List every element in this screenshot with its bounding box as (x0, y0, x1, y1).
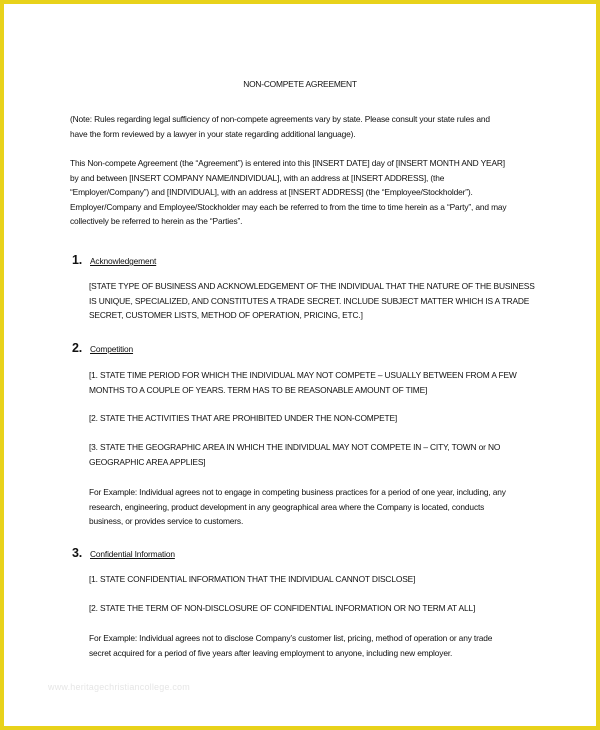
intro-paragraph (70, 156, 540, 229)
section-heading-acknowledgement (72, 253, 156, 269)
section-paragraph (89, 440, 544, 469)
section-title: Competition (90, 344, 134, 354)
paragraph-line: [3. STATE THE GEOGRAPHIC AREA IN WHICH THE INDIVIDUAL MAY NOT COMPETE IN – CITY, TOWN or NO (89, 442, 501, 452)
section-title: Confidential Information (90, 549, 175, 559)
paragraph-line: For Example: Individual agrees not to disclose Company’s customer list, pricing, method of operation or any trade (89, 633, 493, 643)
paragraph-line: SECRET, CUSTOMER LISTS, METHOD OF OPERATION, PRICING, ETC.] (89, 310, 363, 320)
section-paragraph (89, 279, 544, 323)
note-line: (Note: Rules regarding legal sufficiency of non-compete agreements vary by state. Please consult your state rules and (70, 114, 490, 124)
section-paragraph (89, 572, 544, 587)
paragraph-line: secret acquired for a period of five years after leaving employment to anyone, including new employer. (89, 647, 453, 658)
section-paragraph (89, 485, 544, 529)
paragraph-line: [2. STATE THE ACTIVITIES THAT ARE PROHIBITED UNDER THE NON-COMPETE] (89, 413, 398, 423)
section-paragraph (89, 411, 544, 426)
section-title: Acknowledgement (90, 256, 157, 266)
intro-line: collectively be referred to herein as the “Parties”. (70, 216, 243, 226)
section-heading-confidential-information (72, 546, 175, 562)
paragraph-line: MONTHS TO A COUPLE OF YEARS. TERM HAS TO BE REASONABLE AMOUNT OF TIME] (89, 384, 428, 395)
section-number: 1. (72, 253, 83, 267)
paragraph-line: [1. STATE CONFIDENTIAL INFORMATION THAT THE INDIVIDUAL CANNOT DISCLOSE] (89, 574, 416, 584)
watermark-text: www.heritagechristiancollege.com (48, 682, 190, 692)
paragraph-line: [STATE TYPE OF BUSINESS AND ACKNOWLEDGEMENT OF THE INDIVIDUAL THAT THE NATURE OF THE BUSINESS (89, 281, 535, 291)
paragraph-line: [1. STATE TIME PERIOD FOR WHICH THE INDIVIDUAL MAY NOT COMPETE – USUALLY BETWEEN FROM A FEW (89, 370, 517, 380)
intro-line: This Non-compete Agreement (the “Agreement”) is entered into this [INSERT DATE] day of [INSERT MONTH AND YEAR] (70, 158, 505, 168)
section-paragraph (89, 368, 544, 397)
document-page (4, 4, 596, 726)
paragraph-line: IS UNIQUE, SPECIALIZED, AND CONSTITUTES A TRADE SECRET. INCLUDE SUBJECT MATTER WHICH IS A TRADE (89, 295, 530, 306)
section-paragraph (89, 601, 544, 616)
note-line: have the form reviewed by a lawyer in your state regarding additional language). (70, 128, 356, 139)
intro-line: Employer/Company and Employee/Stockholder may each be referred to from the time to time herein as a “Party”, and may (70, 201, 507, 212)
section-number: 3. (72, 546, 83, 560)
paragraph-line: [2. STATE THE TERM OF NON-DISCLOSURE OF CONFIDENTIAL INFORMATION OR NO TERM AT ALL] (89, 603, 476, 613)
section-number: 2. (72, 341, 83, 355)
section-paragraph (89, 631, 544, 660)
paragraph-line: For Example: Individual agrees not to engage in competing business practices for a period of one year, including, any (89, 487, 506, 497)
note-paragraph (70, 112, 540, 141)
document-title: NON-COMPETE AGREEMENT (243, 79, 357, 89)
paragraph-line: business, or provides service to customers. (89, 516, 244, 526)
section-heading-competition (72, 341, 133, 357)
paragraph-line: GEOGRAPHIC AREA APPLIES] (89, 456, 206, 467)
intro-line: “Employer/Company”) and [INDIVIDUAL], with an address at [INSERT ADDRESS] (the “Employee/Stockholder”). (70, 187, 473, 197)
intro-line: by and between [INSERT COMPANY NAME/INDIVIDUAL], with an address at [INSERT ADDRESS], (the (70, 172, 445, 183)
paragraph-line: research, engineering, product development in any geographical area where the Company is located, conducts (89, 501, 485, 512)
